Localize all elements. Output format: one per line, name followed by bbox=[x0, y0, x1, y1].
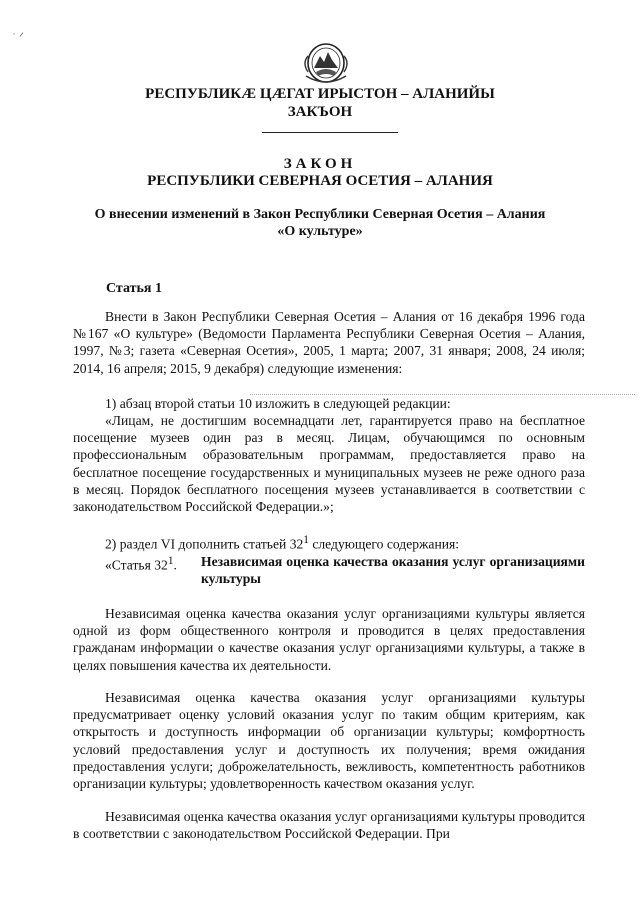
article-32-1-title: Независимая оценка качества оказания услуг организациями культуры bbox=[201, 554, 585, 586]
article-1-heading: Статья 1 bbox=[106, 281, 162, 296]
law-title-line-1: О внесении изменений в Закон Республики Северная Осетия – Алания bbox=[94, 207, 546, 222]
amendment-item-1: 1) абзац второй статьи 10 изложить в следующей редакции: bbox=[105, 396, 451, 411]
amendment-item-2-prefix: 2) раздел VI дополнить статьей 32 bbox=[105, 536, 304, 552]
header-divider bbox=[262, 132, 398, 133]
header-republic-ossetian: РЕСПУБЛИКӔ ЦӔГАТ ИРЫСТОН – АЛАНИЙЫ bbox=[145, 86, 495, 102]
article-32-1-label-dot: . bbox=[173, 557, 177, 573]
header-law-russian: ЗАКОН bbox=[283, 156, 357, 172]
article-32-1-label-sup: 1 bbox=[167, 555, 174, 567]
amendment-item-1-quote: «Лицам, не достигшим восемнадцати лет, гарантируется право на бесплатное посещение музеев один раз в месяц. Лицам, обучающимся по основным профессиональным образовательным программам, предоставляется право на бесплатное посещение государственных и муниципальных музеев не реже одного раза в месяц. Порядок бесплатного посещения музеев устанавливается в соответствии с законодательством Российской Федерации.»; bbox=[73, 413, 585, 515]
coat-of-arms-emblem bbox=[296, 36, 356, 90]
scan-margin-mark: ˙ ᐟ bbox=[12, 30, 25, 44]
law-title-line-2: «О культуре» bbox=[277, 224, 363, 239]
article-32-1-paragraph-2: Независимая оценка качества оказания услуг организациями культуры предусматривает оценку условий оказания услуг по таким общим критериям, как открытость и доступность информации об организации культуры; комфортность условий предоставления услуг и доступность их получения; время ожидания предоставления услуги; доброжелательность, вежливость, компетентность работников организации культуры; удовлетворенность качеством оказания услуг. bbox=[73, 690, 585, 792]
amendment-item-2 bbox=[73, 532, 585, 553]
amendment-item-2-suffix: следующего содержания: bbox=[308, 536, 460, 552]
article-32-1-label bbox=[105, 553, 177, 574]
header-republic-russian: РЕСПУБЛИКИ СЕВЕРНАЯ ОСЕТИЯ – АЛАНИЯ bbox=[147, 173, 493, 189]
article-32-1-label-text: «Статья 32 bbox=[105, 557, 168, 573]
article-32-1-paragraph-3: Независимая оценка качества оказания услуг организациями культуры проводится в соответствии с законодательством Российской Федерации. При bbox=[73, 809, 585, 842]
article-32-1-paragraph-1: Независимая оценка качества оказания услуг организациями культуры является одной из форм общественного контроля и проводится в целях предоставления гражданам информации о качестве оказания услуг организациями культуры, а также в целях повышения качества их деятельности. bbox=[73, 606, 585, 673]
article-1-intro: Внести в Закон Республики Северная Осетия – Алания от 16 декабря 1996 года №167 «О культуре» (Ведомости Парламента Республики Северная Осетия – Алания, 1997, №3; газета «Северная Осетия», 2005, 1 марта; 2007, 31 января; 2008, 24 июля; 2014, 16 апреля; 2015, 9 декабря) следующие изменения: bbox=[73, 309, 585, 376]
amendment-item-2-sup: 1 bbox=[303, 534, 309, 546]
header-law-ossetian: ЗАКЪОН bbox=[287, 104, 353, 120]
